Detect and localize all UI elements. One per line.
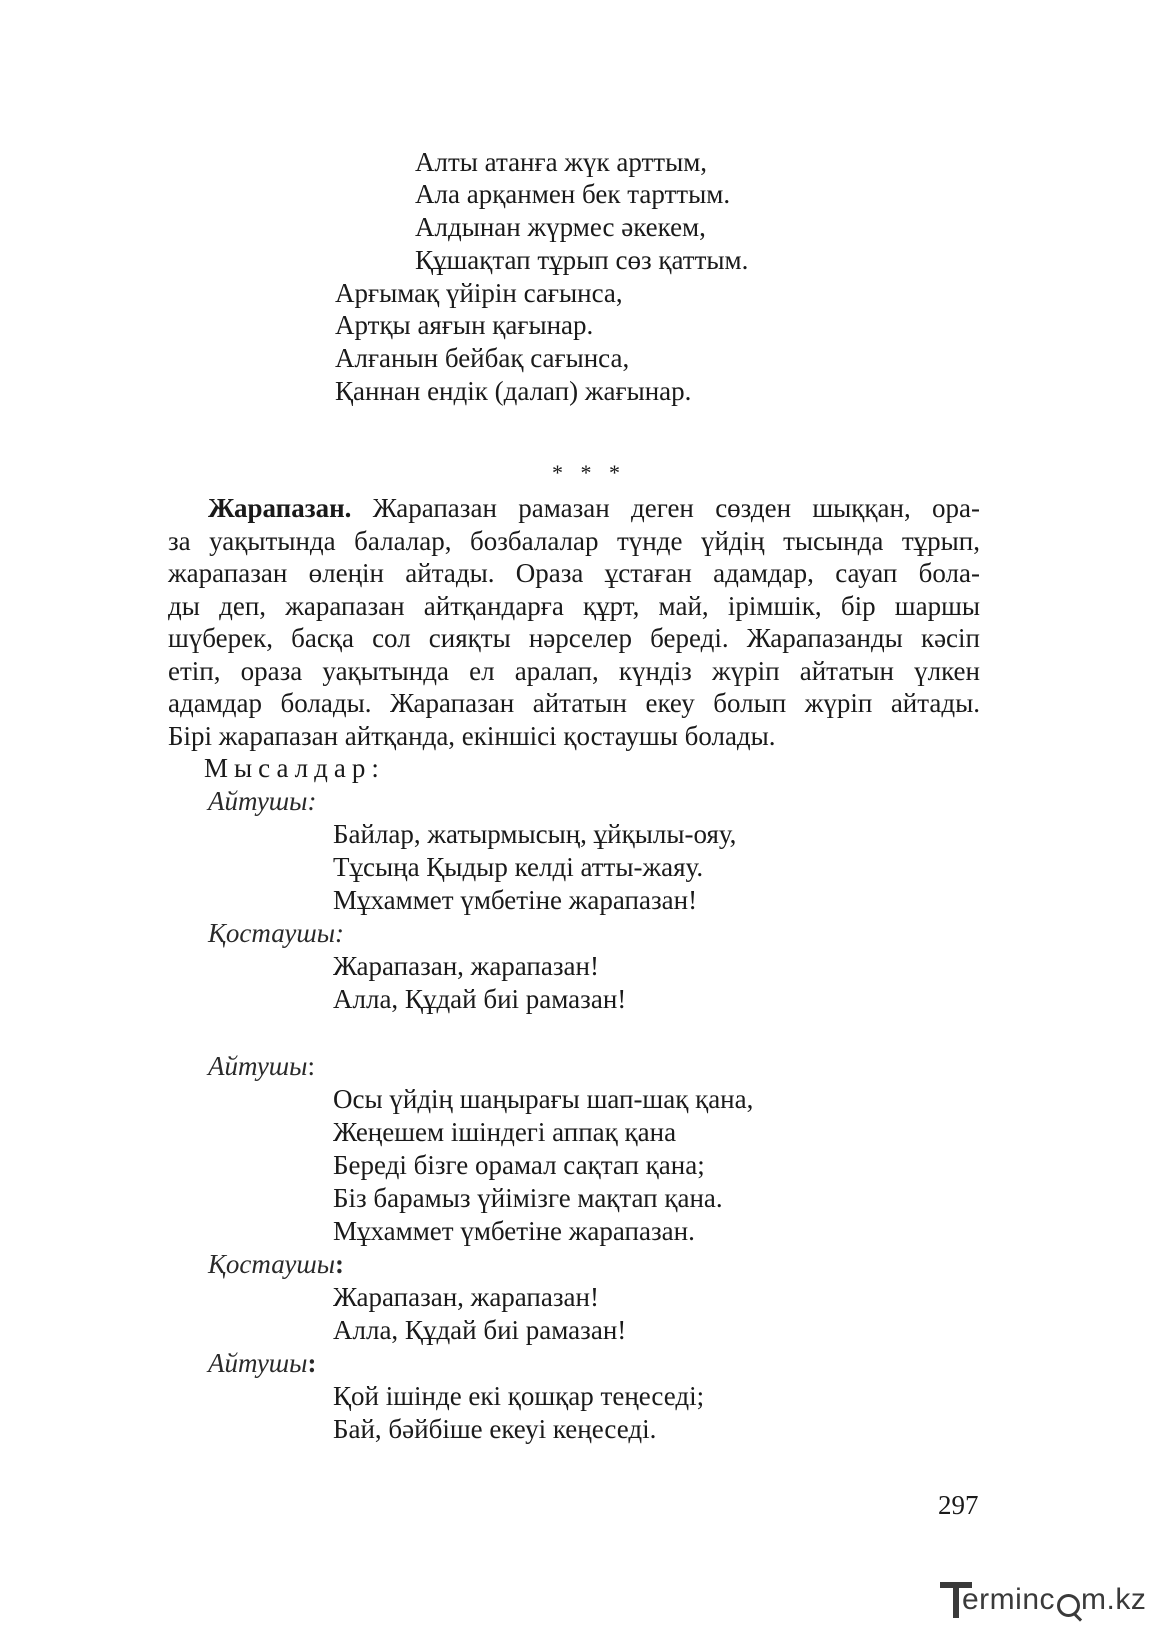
body-paragraph: [168, 492, 980, 752]
verse-line: Арғымақ үйірін сағынса,: [335, 278, 623, 308]
song-line: Тұсыңа Қыдыр келді атты-жаяу.: [333, 852, 704, 882]
examples-label: Мысалдар:: [204, 753, 379, 783]
verse-line: Алғанын бейбақ сағынса,: [335, 343, 630, 373]
verse-line: Артқы аяғын қағынар.: [335, 310, 594, 340]
paragraph-line: Бірі жарапазан айтқанда, екіншісі қостаушы болады.: [168, 720, 776, 751]
paragraph-line: адамдар болады. Жарапазан айтатын екеу болып жүріп айтады.: [168, 688, 980, 718]
song-line: Мұхаммет үмбетіне жарапазан!: [333, 885, 698, 915]
song-line: Қой ішінде екі қошқар теңеседі;: [333, 1381, 705, 1411]
verse-line: Алты атанға жүк арттым,: [415, 147, 708, 177]
song-line: Мұхаммет үмбетіне жарапазан.: [333, 1216, 695, 1246]
paragraph-line: етіп, ораза уақытында ел аралап, күндіз жүріп айтатын үлкен: [168, 655, 980, 686]
speaker-label: Айтушы:: [208, 1348, 317, 1378]
song-line: Алла, Құдай биі рамазан!: [333, 984, 627, 1014]
verse-line: Алдынан жүрмес әкекем,: [415, 212, 706, 242]
song-line: Біз барамыз үйімізге мақтап қана.: [333, 1183, 723, 1213]
song-line: Жарапазан, жарапазан!: [333, 951, 599, 981]
song-line: Осы үйдің шаңырағы шап-шақ қана,: [333, 1084, 754, 1114]
term-heading: Жарапазан.: [208, 493, 352, 523]
verse-line: Қаннан ендік (далап) жағынар.: [335, 376, 692, 406]
verse-line: Құшақтап тұрып сөз қаттым.: [415, 245, 749, 275]
page-number: 297: [938, 1490, 979, 1520]
song-line: Байлар, жатырмысың, ұйқылы-ояу,: [333, 819, 737, 849]
chorus-label: Қостаушы:: [208, 1249, 345, 1279]
paragraph-line: жарапазан өлеңін айтады. Ораза ұстаған адамдар, сауап бола-: [168, 558, 980, 588]
song-line: Береді бізге орамал сақтап қана;: [333, 1150, 705, 1180]
watermark-logo: erminc m.kz: [940, 1580, 1150, 1626]
song-line: Бай, бәйбіше екеуі кеңеседі.: [333, 1414, 657, 1444]
paragraph-line: Жарапазан. Жарапазан рамазан деген сөзден шыққан, ора-: [208, 493, 980, 523]
chorus-label: Қостаушы:: [208, 918, 345, 948]
speaker-label: Айтушы:: [208, 1051, 315, 1081]
speaker-label: Айтушы:: [208, 786, 317, 816]
paragraph-line: ды деп, жарапазан айтқандарға құрт, май, ірімшік, бір шаршы: [168, 590, 980, 621]
paragraph-line: шүберек, басқа сол сияқты нәрселер береді. Жарапазанды кәсіп: [168, 623, 980, 653]
paragraph-line: за уақытында балалар, бозбалалар түнде үйдің тысында тұрып,: [168, 525, 980, 556]
section-separator: * * *: [552, 460, 626, 485]
song-line: Алла, Құдай биі рамазан!: [333, 1315, 627, 1345]
song-line: Жарапазан, жарапазан!: [333, 1282, 599, 1312]
song-line: Жеңешем ішіндегі аппақ қана: [333, 1117, 677, 1147]
verse-line: Ала арқанмен бек тарттым.: [415, 179, 731, 209]
